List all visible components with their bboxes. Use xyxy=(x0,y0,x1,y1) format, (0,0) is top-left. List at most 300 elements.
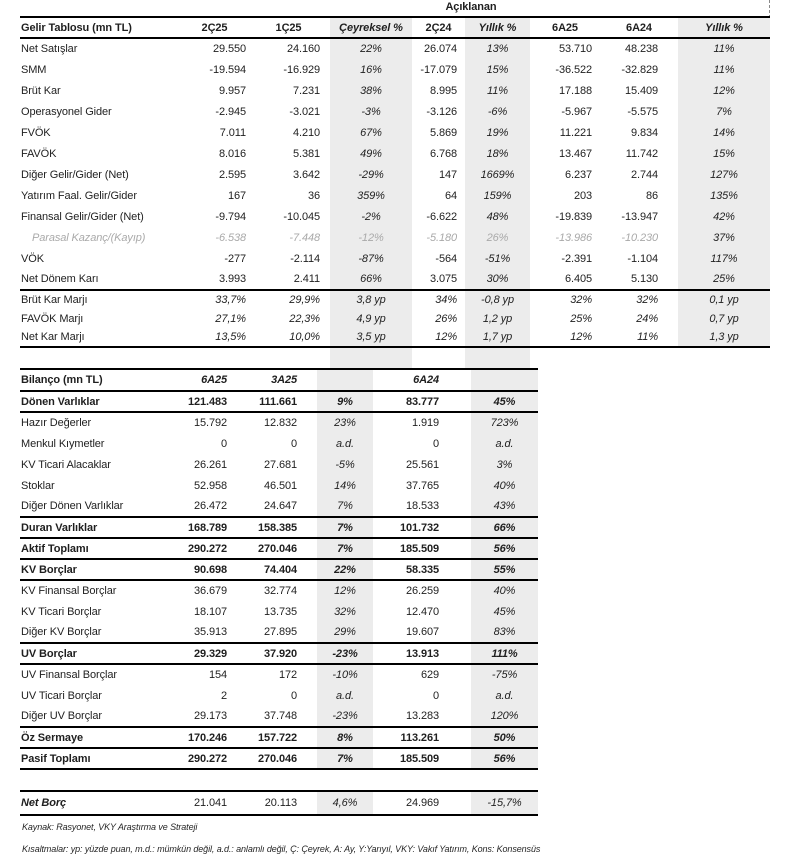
value-cell: 37.748 xyxy=(235,706,317,727)
value-cell: 49% xyxy=(330,143,412,164)
column-header: 6A25 xyxy=(530,17,600,38)
value-cell: 3.642 xyxy=(292,168,320,181)
value-cell: 21.041 xyxy=(145,791,235,815)
value-cell: 12.832 xyxy=(263,417,297,429)
value-cell: 290.272 xyxy=(145,748,235,769)
value-cell: 64 xyxy=(444,189,457,202)
row-label: KV Ticari Borçlar xyxy=(21,605,102,618)
value-cell: 48% xyxy=(465,206,530,227)
value-cell: 26.074 xyxy=(423,43,457,55)
value-cell: 2.595 xyxy=(218,168,246,181)
value-cell: 11% xyxy=(465,80,530,101)
value-cell: 13.283 xyxy=(373,706,471,727)
value-cell: 26.261 xyxy=(193,458,227,471)
value-cell: 66% xyxy=(330,269,412,290)
row-label: FAVÖK Marjı xyxy=(21,312,84,325)
value-cell: -2% xyxy=(330,206,412,227)
value-cell: 66% xyxy=(471,517,538,538)
value-cell: 18.533 xyxy=(373,496,471,517)
table-row xyxy=(20,706,538,727)
value-cell: 12% xyxy=(530,328,600,347)
value-cell: 40% xyxy=(471,580,538,601)
value-cell: 42% xyxy=(678,206,770,227)
value-cell: 19.607 xyxy=(373,622,471,643)
row-label: Öz Sermaye xyxy=(20,727,145,748)
value-cell: 7% xyxy=(317,538,373,559)
value-cell: 3% xyxy=(471,454,538,475)
value-cell: 32.774 xyxy=(263,585,297,597)
row-label: KV Ticari Alacaklar xyxy=(21,458,111,471)
value-cell: 86 xyxy=(645,189,658,202)
value-cell: 185.509 xyxy=(373,748,471,769)
value-cell: -10.230 xyxy=(621,231,658,244)
value-cell: 359% xyxy=(330,185,412,206)
value-cell: 19% xyxy=(465,122,530,143)
column-header xyxy=(317,369,373,391)
row-label: SMM xyxy=(21,63,47,76)
value-cell: 24% xyxy=(636,312,658,325)
table-row xyxy=(20,496,538,517)
value-cell: -0,8 yp xyxy=(465,290,530,309)
value-cell: 2.744 xyxy=(630,168,658,181)
value-cell: 170.246 xyxy=(145,727,235,748)
value-cell: -23% xyxy=(317,706,373,727)
value-cell: 11% xyxy=(600,328,678,347)
value-cell: -19.594 xyxy=(209,63,246,76)
value-cell: 26% xyxy=(465,227,530,248)
table-row xyxy=(20,290,770,309)
value-cell: 37% xyxy=(678,227,770,248)
column-header xyxy=(471,369,538,391)
value-cell: 7% xyxy=(317,748,373,769)
value-cell: 18% xyxy=(465,143,530,164)
balance-sheet-table xyxy=(20,368,538,770)
value-cell: -75% xyxy=(471,664,538,685)
row-label: Diğer Dönen Varlıklar xyxy=(20,496,145,517)
value-cell: 185.509 xyxy=(373,538,471,559)
value-cell: 0 xyxy=(290,689,297,702)
row-label: Diğer Gelir/Gider (Net) xyxy=(21,168,129,181)
value-cell: 1,2 yp xyxy=(465,309,530,328)
table-row xyxy=(20,727,538,748)
value-cell: 45% xyxy=(471,601,538,622)
value-cell: 50% xyxy=(471,727,538,748)
value-cell: 13,5% xyxy=(182,328,247,347)
value-cell: -19.839 xyxy=(555,210,592,223)
value-cell: 83.777 xyxy=(373,391,471,412)
value-cell: -2.114 xyxy=(290,252,320,265)
value-cell: 23% xyxy=(317,412,373,433)
value-cell: 15.792 xyxy=(193,417,227,429)
value-cell: 0 xyxy=(290,437,297,450)
value-cell: 90.698 xyxy=(145,559,235,580)
value-cell: 12% xyxy=(412,328,465,347)
value-cell: 4,6% xyxy=(317,791,373,815)
value-cell: a.d. xyxy=(471,433,538,454)
value-cell: 5.869 xyxy=(429,126,457,139)
row-label: Stoklar xyxy=(21,479,55,492)
value-cell: 7% xyxy=(678,101,770,122)
value-cell: 24.969 xyxy=(373,791,471,815)
row-label: FVÖK xyxy=(21,126,51,139)
value-cell: -15,7% xyxy=(471,791,538,815)
value-cell: 26.472 xyxy=(145,496,235,517)
value-cell: 32% xyxy=(317,601,373,622)
value-cell: 83% xyxy=(471,622,538,643)
value-cell: 10,0% xyxy=(247,328,330,347)
value-cell: 26.259 xyxy=(405,585,439,597)
value-cell: 45% xyxy=(471,391,538,412)
row-label: Net Borç xyxy=(20,791,145,815)
value-cell: 22% xyxy=(330,38,412,59)
row-label: KV Finansal Borçlar xyxy=(21,585,117,597)
value-cell: 0 xyxy=(432,437,439,450)
row-label: Brüt Kar xyxy=(21,84,61,97)
value-cell: 67% xyxy=(330,122,412,143)
table-row xyxy=(20,643,538,664)
value-cell: 0 xyxy=(220,437,227,450)
row-label: Duran Varlıklar xyxy=(20,517,145,538)
value-cell: 37.765 xyxy=(405,479,439,492)
value-cell: 11.742 xyxy=(625,147,658,160)
value-cell: -7.448 xyxy=(289,231,320,244)
table-row xyxy=(20,309,770,328)
value-cell: 38% xyxy=(330,80,412,101)
column-header: 6A25 xyxy=(145,369,235,391)
table-row xyxy=(20,185,770,206)
value-cell: 172 xyxy=(278,669,297,681)
value-cell: 15% xyxy=(465,59,530,80)
value-cell: 8.995 xyxy=(429,84,457,97)
table-row xyxy=(20,412,538,433)
row-label: UV Ticari Borçlar xyxy=(21,689,102,702)
value-cell: -23% xyxy=(317,643,373,664)
value-cell: 56% xyxy=(471,538,538,559)
announced-banner-label: Açıklanan xyxy=(445,1,497,13)
value-cell: a.d. xyxy=(317,685,373,706)
table-row xyxy=(20,559,538,580)
value-cell: 29.329 xyxy=(145,643,235,664)
value-cell: 13.735 xyxy=(263,605,297,618)
value-cell: 1669% xyxy=(465,164,530,185)
table-row xyxy=(20,475,538,496)
value-cell: 111% xyxy=(471,643,538,664)
table-row xyxy=(20,685,538,706)
column-header: Çeyreksel % xyxy=(330,17,412,38)
value-cell: 8% xyxy=(317,727,373,748)
table-row xyxy=(20,164,770,185)
table-row xyxy=(20,433,538,454)
table-row xyxy=(20,622,538,643)
row-label: Dönen Varlıklar xyxy=(20,391,145,412)
value-cell: 34% xyxy=(435,294,457,306)
row-label: FAVÖK xyxy=(21,147,57,160)
column-shading-strip xyxy=(465,348,530,368)
row-label: Pasif Toplamı xyxy=(20,748,145,769)
value-cell: 25% xyxy=(570,312,592,325)
row-label: Operasyonel Gider xyxy=(21,105,112,118)
column-header: Yıllık % xyxy=(678,17,770,38)
value-cell: 167 xyxy=(227,189,246,202)
value-cell: 9% xyxy=(317,391,373,412)
abbreviations-footnote: Kısaltmalar: yp: yüzde puan, m.d.: mümkün değil, a.d.: anlamlı değil, Ç: Çeyrek, A: Ay, Y:Yarıyıl, VKY: Vakıf Yatırım, Kons: Konsensüs xyxy=(22,844,541,854)
value-cell: 24.647 xyxy=(235,496,317,517)
table-row xyxy=(20,122,770,143)
source-footnote: Kaynak: Rasyonet, VKY Araştırma ve Strateji xyxy=(22,822,198,832)
value-cell: 55% xyxy=(471,559,538,580)
value-cell: 629 xyxy=(420,669,439,681)
value-cell: 1.919 xyxy=(411,417,439,429)
value-cell: 18.107 xyxy=(193,605,227,618)
value-cell: 1,7 yp xyxy=(465,328,530,347)
value-cell: -10% xyxy=(317,664,373,685)
value-cell: 33,7% xyxy=(215,294,246,306)
value-cell: 43% xyxy=(471,496,538,517)
table-row xyxy=(20,748,538,769)
table-row xyxy=(20,38,770,59)
value-cell: 35.913 xyxy=(145,622,235,643)
value-cell: 14% xyxy=(678,122,770,143)
value-cell: -564 xyxy=(435,252,457,265)
value-cell: -2.391 xyxy=(561,252,592,265)
value-cell: 24.160 xyxy=(286,43,320,55)
row-label: KV Borçlar xyxy=(20,559,145,580)
table-row xyxy=(20,269,770,290)
value-cell: 13.913 xyxy=(373,643,471,664)
value-cell: 7% xyxy=(317,517,373,538)
value-cell: 147 xyxy=(438,168,457,181)
value-cell: 14% xyxy=(317,475,373,496)
value-cell: 25.561 xyxy=(405,458,439,471)
column-header: Yıllık % xyxy=(465,17,530,38)
value-cell: -36.522 xyxy=(555,63,592,76)
value-cell: 20.113 xyxy=(235,791,317,815)
value-cell: 0,1 yp xyxy=(678,290,770,309)
value-cell: 2.411 xyxy=(247,269,330,290)
value-cell: 7.231 xyxy=(292,84,320,97)
value-cell: 27.895 xyxy=(235,622,317,643)
value-cell: 29% xyxy=(317,622,373,643)
value-cell: -6.538 xyxy=(215,231,246,244)
value-cell: 0 xyxy=(432,689,439,702)
value-cell: 158.385 xyxy=(235,517,317,538)
value-cell: 36 xyxy=(307,189,320,202)
table-row xyxy=(20,59,770,80)
value-cell: -3.126 xyxy=(426,105,457,118)
table-row xyxy=(20,391,538,412)
value-cell: -5% xyxy=(317,454,373,475)
value-cell: 157.722 xyxy=(235,727,317,748)
value-cell: 12.470 xyxy=(405,605,439,618)
value-cell: 32% xyxy=(570,294,592,306)
row-label: Net Dönem Karı xyxy=(20,269,182,290)
value-cell: 111.661 xyxy=(235,391,317,412)
table-row xyxy=(20,143,770,164)
table-row xyxy=(20,454,538,475)
row-label: VÖK xyxy=(21,252,44,265)
value-cell: 5.381 xyxy=(292,147,320,160)
table-row xyxy=(20,664,538,685)
value-cell: -5.967 xyxy=(561,105,592,118)
value-cell: 56% xyxy=(471,748,538,769)
value-cell: 4.210 xyxy=(292,126,320,139)
value-cell: -10.045 xyxy=(283,210,320,223)
value-cell: 12% xyxy=(317,580,373,601)
value-cell: 3,8 yp xyxy=(330,290,412,309)
table-row xyxy=(20,227,770,248)
value-cell: 203 xyxy=(573,189,592,202)
value-cell: a.d. xyxy=(317,433,373,454)
column-shading-strip xyxy=(330,348,412,368)
value-cell: -87% xyxy=(330,248,412,269)
column-header: 2Ç24 xyxy=(412,17,465,38)
net-debt-table xyxy=(20,790,538,816)
value-cell: 5.130 xyxy=(600,269,678,290)
value-cell: 32% xyxy=(636,294,658,306)
value-cell: -13.986 xyxy=(555,231,592,244)
column-header: 3A25 xyxy=(235,369,317,391)
table-row xyxy=(20,101,770,122)
row-label: Parasal Kazanç/(Kayıp) xyxy=(32,231,146,244)
value-cell: 168.789 xyxy=(145,517,235,538)
value-cell: 15.409 xyxy=(624,84,658,97)
row-label: UV Borçlar xyxy=(20,643,145,664)
column-header: 6A24 xyxy=(373,369,471,391)
value-cell: -29% xyxy=(330,164,412,185)
table-row xyxy=(20,206,770,227)
value-cell: -32.829 xyxy=(621,63,658,76)
value-cell: 121.483 xyxy=(145,391,235,412)
table-title: Gelir Tablosu (mn TL) xyxy=(20,17,182,38)
value-cell: 270.046 xyxy=(235,748,317,769)
value-cell: -12% xyxy=(330,227,412,248)
value-cell: 101.732 xyxy=(373,517,471,538)
value-cell: -9.794 xyxy=(215,210,246,223)
value-cell: 37.920 xyxy=(235,643,317,664)
table-row xyxy=(20,80,770,101)
value-cell: 29.550 xyxy=(212,43,246,55)
value-cell: -51% xyxy=(465,248,530,269)
value-cell: 29.173 xyxy=(145,706,235,727)
value-cell: 9.957 xyxy=(218,84,246,97)
value-cell: 127% xyxy=(678,164,770,185)
value-cell: 26% xyxy=(435,312,457,325)
value-cell: 27,1% xyxy=(215,312,246,325)
row-label: Yatırım Faal. Gelir/Gider xyxy=(21,189,137,202)
value-cell: 6.405 xyxy=(530,269,600,290)
value-cell: 22,3% xyxy=(289,312,320,325)
table-row xyxy=(20,248,770,269)
value-cell: 9.834 xyxy=(630,126,658,139)
row-label: Diğer KV Borçlar xyxy=(20,622,145,643)
value-cell: 27.681 xyxy=(263,458,297,471)
table-row xyxy=(20,580,538,601)
value-cell: -1.104 xyxy=(627,252,658,265)
value-cell: 120% xyxy=(471,706,538,727)
table-row xyxy=(20,328,770,347)
value-cell: -3.021 xyxy=(289,105,320,118)
value-cell: -17.079 xyxy=(420,63,457,76)
table-row xyxy=(20,601,538,622)
value-cell: -13.947 xyxy=(621,210,658,223)
value-cell: 723% xyxy=(471,412,538,433)
value-cell: 290.272 xyxy=(145,538,235,559)
value-cell: 58.335 xyxy=(373,559,471,580)
value-cell: 48.238 xyxy=(624,43,658,55)
value-cell: 15% xyxy=(678,143,770,164)
header-row xyxy=(20,369,538,391)
value-cell: 11% xyxy=(678,59,770,80)
column-header: 1Ç25 xyxy=(247,17,330,38)
row-label: Finansal Gelir/Gider (Net) xyxy=(21,210,144,223)
value-cell: 16% xyxy=(330,59,412,80)
value-cell: 113.261 xyxy=(373,727,471,748)
value-cell: -6.622 xyxy=(426,210,457,223)
value-cell: 74.404 xyxy=(235,559,317,580)
value-cell: 1,3 yp xyxy=(678,328,770,347)
value-cell: 3,5 yp xyxy=(330,328,412,347)
value-cell: 11.221 xyxy=(559,126,592,139)
row-label: Net Satışlar xyxy=(21,43,78,55)
row-label: Diğer UV Borçlar xyxy=(20,706,145,727)
value-cell: -277 xyxy=(224,252,246,265)
row-label: UV Finansal Borçlar xyxy=(21,669,117,681)
row-label: Brüt Kar Marjı xyxy=(21,294,88,306)
value-cell: a.d. xyxy=(471,685,538,706)
value-cell: 13.467 xyxy=(558,147,592,160)
value-cell: 29,9% xyxy=(289,294,320,306)
value-cell: 3.993 xyxy=(182,269,247,290)
table-title: Bilanço (mn TL) xyxy=(20,369,145,391)
value-cell: 46.501 xyxy=(263,479,297,492)
value-cell: 2 xyxy=(220,689,227,702)
value-cell: 7.011 xyxy=(219,126,246,139)
value-cell: 17.188 xyxy=(558,84,592,97)
value-cell: 135% xyxy=(678,185,770,206)
value-cell: 40% xyxy=(471,475,538,496)
row-label: Aktif Toplamı xyxy=(20,538,145,559)
value-cell: -16.929 xyxy=(283,63,320,76)
value-cell: -6% xyxy=(465,101,530,122)
value-cell: -3% xyxy=(330,101,412,122)
row-label: Hazır Değerler xyxy=(21,417,92,429)
value-cell: 270.046 xyxy=(235,538,317,559)
column-header: 6A24 xyxy=(600,17,678,38)
value-cell: 0,7 yp xyxy=(678,309,770,328)
value-cell: 12% xyxy=(678,80,770,101)
value-cell: -5.575 xyxy=(627,105,658,118)
value-cell: 154 xyxy=(208,669,227,681)
row-label: Net Kar Marjı xyxy=(20,328,182,347)
table-row xyxy=(20,791,538,815)
value-cell: 4,9 yp xyxy=(330,309,412,328)
income-statement-table xyxy=(20,16,770,348)
value-cell: 8.016 xyxy=(218,147,246,160)
table-row xyxy=(20,517,538,538)
value-cell: 13% xyxy=(465,38,530,59)
value-cell: -5.180 xyxy=(426,231,457,244)
value-cell: 117% xyxy=(678,248,770,269)
value-cell: 6.768 xyxy=(429,147,457,160)
value-cell: 3.075 xyxy=(412,269,465,290)
value-cell: 159% xyxy=(465,185,530,206)
value-cell: 53.710 xyxy=(558,43,592,55)
table-row xyxy=(20,538,538,559)
value-cell: 36.679 xyxy=(193,585,227,597)
value-cell: 30% xyxy=(465,269,530,290)
value-cell: 22% xyxy=(317,559,373,580)
value-cell: -2.945 xyxy=(215,105,246,118)
